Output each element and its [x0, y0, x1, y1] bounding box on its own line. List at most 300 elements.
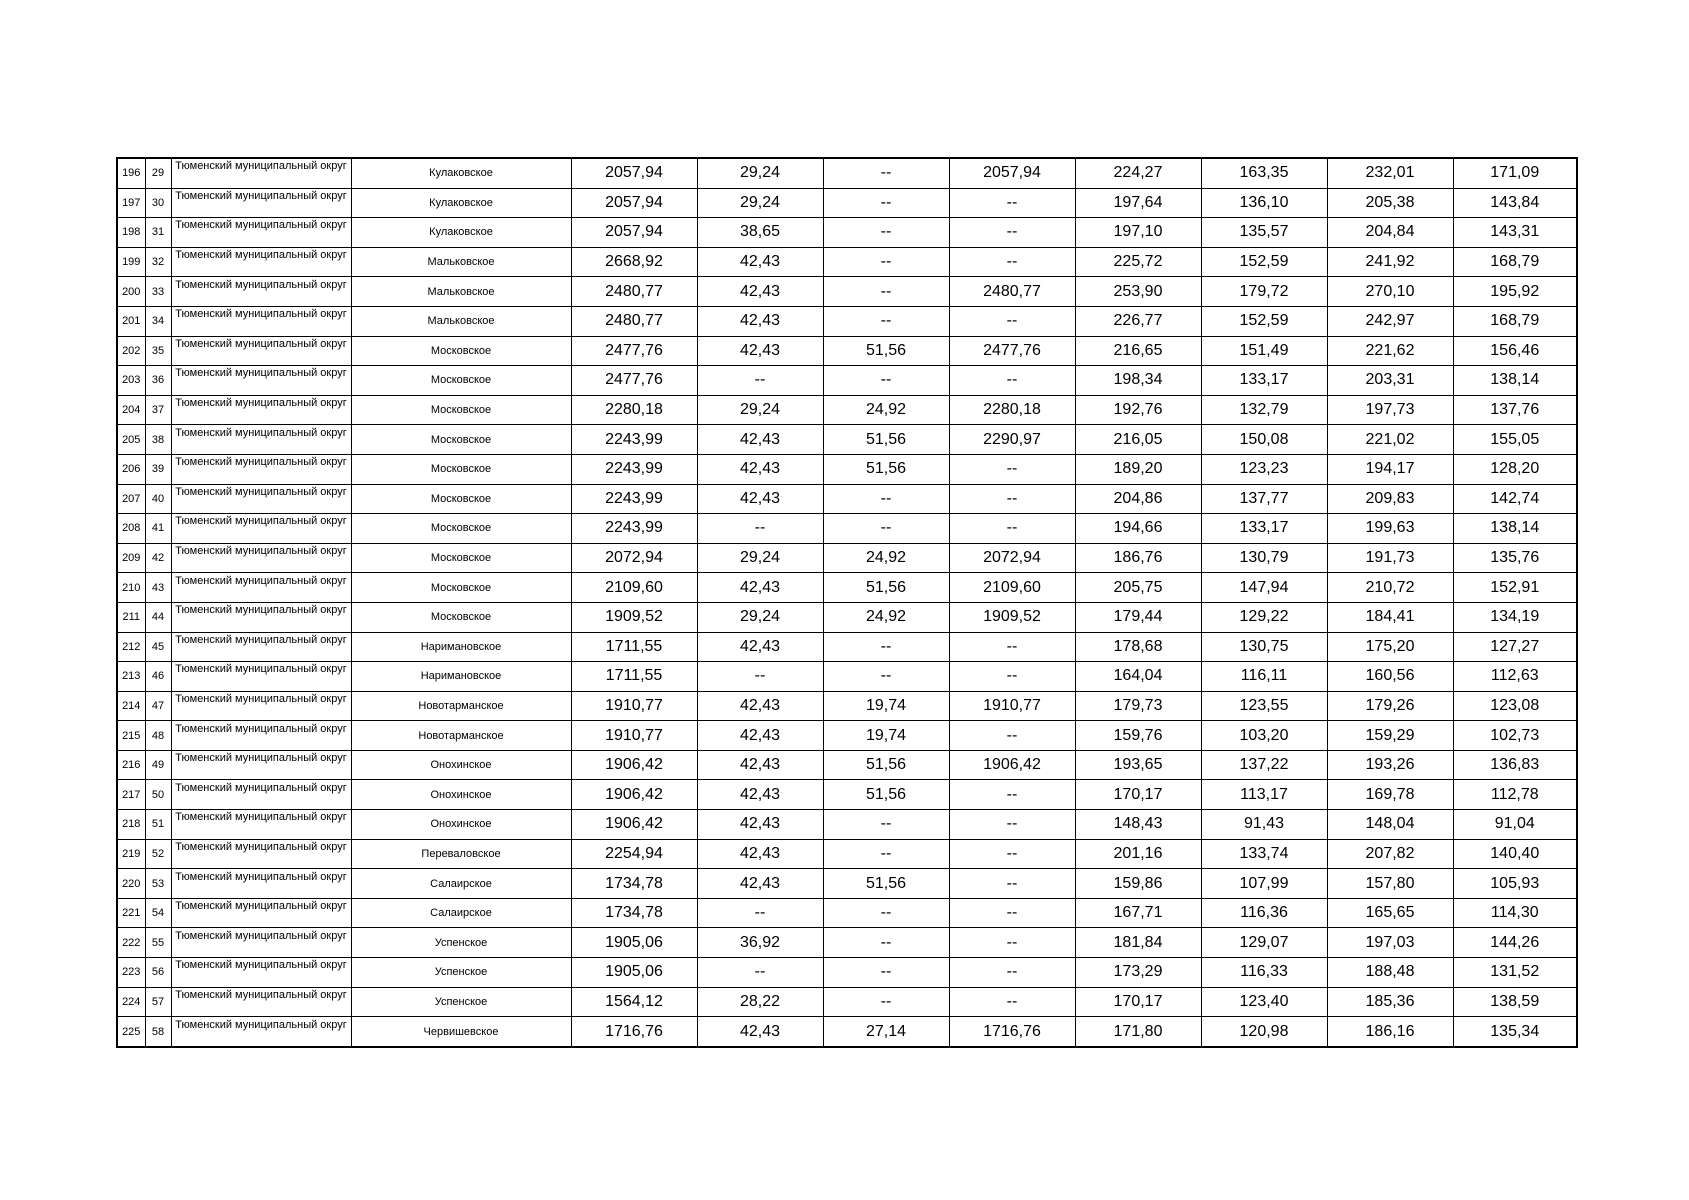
- sub-number-cell: 40: [145, 484, 171, 514]
- district-cell: [171, 277, 351, 307]
- value-8-cell: 131,52: [1453, 958, 1577, 988]
- value-1-cell: 2057,94: [571, 158, 697, 188]
- district-label: Тюменский муниципальный округ: [175, 929, 347, 942]
- value-6-cell: 116,33: [1201, 958, 1327, 988]
- value-1-cell: 2254,94: [571, 839, 697, 869]
- sub-number-cell: 49: [145, 750, 171, 780]
- value-2-cell: 42,43: [697, 454, 823, 484]
- value-1-cell: 2243,99: [571, 425, 697, 455]
- value-3-cell: --: [823, 306, 949, 336]
- sub-number-cell: 38: [145, 425, 171, 455]
- value-8-cell: 156,46: [1453, 336, 1577, 366]
- settlement-cell: Московское: [351, 395, 571, 425]
- value-5-cell: 216,65: [1075, 336, 1201, 366]
- row-number-cell: 198: [117, 218, 145, 248]
- value-5-cell: 167,71: [1075, 898, 1201, 928]
- row-number-cell: 215: [117, 721, 145, 751]
- value-4-cell: --: [949, 632, 1075, 662]
- sub-number-cell: 29: [145, 158, 171, 188]
- value-1-cell: 1564,12: [571, 987, 697, 1017]
- settlement-cell: Новотарманское: [351, 721, 571, 751]
- value-3-cell: --: [823, 810, 949, 840]
- settlement-cell: Московское: [351, 425, 571, 455]
- value-2-cell: 42,43: [697, 810, 823, 840]
- district-label: Тюменский муниципальный округ: [175, 189, 347, 202]
- value-4-cell: 2057,94: [949, 158, 1075, 188]
- value-6-cell: 137,22: [1201, 750, 1327, 780]
- value-5-cell: 197,64: [1075, 188, 1201, 218]
- district-label: Тюменский муниципальный округ: [175, 1018, 347, 1031]
- value-1-cell: 1905,06: [571, 958, 697, 988]
- value-3-cell: 27,14: [823, 1017, 949, 1047]
- district-cell: [171, 484, 351, 514]
- value-5-cell: 179,44: [1075, 602, 1201, 632]
- district-label: Тюменский муниципальный округ: [175, 160, 347, 173]
- value-6-cell: 130,79: [1201, 543, 1327, 573]
- value-1-cell: 1906,42: [571, 750, 697, 780]
- value-4-cell: --: [949, 454, 1075, 484]
- value-5-cell: 193,65: [1075, 750, 1201, 780]
- value-3-cell: --: [823, 188, 949, 218]
- value-5-cell: 171,80: [1075, 1017, 1201, 1047]
- value-8-cell: 152,91: [1453, 573, 1577, 603]
- row-number-cell: 206: [117, 454, 145, 484]
- value-7-cell: 199,63: [1327, 514, 1453, 544]
- district-cell: [171, 750, 351, 780]
- value-7-cell: 160,56: [1327, 662, 1453, 692]
- value-3-cell: --: [823, 484, 949, 514]
- value-3-cell: --: [823, 366, 949, 396]
- value-6-cell: 129,22: [1201, 602, 1327, 632]
- settlement-cell: Московское: [351, 602, 571, 632]
- sub-number-cell: 53: [145, 869, 171, 899]
- district-label: Тюменский муниципальный округ: [175, 663, 347, 676]
- sub-number-cell: 46: [145, 662, 171, 692]
- value-8-cell: 112,63: [1453, 662, 1577, 692]
- district-label: Тюменский муниципальный округ: [175, 752, 347, 765]
- value-2-cell: --: [697, 366, 823, 396]
- row-number-cell: 221: [117, 898, 145, 928]
- settlement-cell: Новотарманское: [351, 691, 571, 721]
- sub-number-cell: 43: [145, 573, 171, 603]
- value-6-cell: 150,08: [1201, 425, 1327, 455]
- value-2-cell: 42,43: [697, 750, 823, 780]
- district-cell: [171, 395, 351, 425]
- value-2-cell: 42,43: [697, 721, 823, 751]
- value-2-cell: 29,24: [697, 395, 823, 425]
- value-1-cell: 1906,42: [571, 780, 697, 810]
- value-3-cell: --: [823, 898, 949, 928]
- value-2-cell: 42,43: [697, 573, 823, 603]
- district-label: Тюменский муниципальный округ: [175, 633, 347, 646]
- value-1-cell: 1909,52: [571, 602, 697, 632]
- sub-number-cell: 37: [145, 395, 171, 425]
- value-4-cell: --: [949, 928, 1075, 958]
- district-cell: [171, 336, 351, 366]
- value-1-cell: 2477,76: [571, 366, 697, 396]
- value-6-cell: 136,10: [1201, 188, 1327, 218]
- row-number-cell: 204: [117, 395, 145, 425]
- district-cell: [171, 928, 351, 958]
- district-cell: [171, 158, 351, 188]
- row-number-cell: 208: [117, 514, 145, 544]
- value-6-cell: 163,35: [1201, 158, 1327, 188]
- table-row: [117, 721, 1577, 751]
- value-4-cell: 2480,77: [949, 277, 1075, 307]
- settlement-cell: Московское: [351, 573, 571, 603]
- settlement-cell: Мальковское: [351, 247, 571, 277]
- settlement-cell: Онохинское: [351, 750, 571, 780]
- value-7-cell: 207,82: [1327, 839, 1453, 869]
- value-7-cell: 175,20: [1327, 632, 1453, 662]
- value-2-cell: --: [697, 958, 823, 988]
- value-2-cell: 42,43: [697, 691, 823, 721]
- district-label: Тюменский муниципальный округ: [175, 692, 347, 705]
- value-7-cell: 188,48: [1327, 958, 1453, 988]
- table-row: [117, 306, 1577, 336]
- settlement-cell: Онохинское: [351, 780, 571, 810]
- value-5-cell: 253,90: [1075, 277, 1201, 307]
- settlement-cell: Московское: [351, 514, 571, 544]
- sub-number-cell: 36: [145, 366, 171, 396]
- row-number-cell: 225: [117, 1017, 145, 1047]
- sub-number-cell: 50: [145, 780, 171, 810]
- value-8-cell: 135,76: [1453, 543, 1577, 573]
- value-6-cell: 123,55: [1201, 691, 1327, 721]
- value-6-cell: 129,07: [1201, 928, 1327, 958]
- value-2-cell: 42,43: [697, 484, 823, 514]
- sub-number-cell: 35: [145, 336, 171, 366]
- row-number-cell: 211: [117, 602, 145, 632]
- value-7-cell: 179,26: [1327, 691, 1453, 721]
- row-number-cell: 201: [117, 306, 145, 336]
- value-4-cell: --: [949, 898, 1075, 928]
- district-label: Тюменский муниципальный округ: [175, 515, 347, 528]
- value-3-cell: 51,56: [823, 750, 949, 780]
- value-6-cell: 120,98: [1201, 1017, 1327, 1047]
- value-2-cell: 42,43: [697, 306, 823, 336]
- value-4-cell: --: [949, 366, 1075, 396]
- value-1-cell: 2057,94: [571, 218, 697, 248]
- value-3-cell: 51,56: [823, 780, 949, 810]
- table-row: [117, 277, 1577, 307]
- value-5-cell: 170,17: [1075, 987, 1201, 1017]
- value-3-cell: --: [823, 632, 949, 662]
- value-4-cell: 2290,97: [949, 425, 1075, 455]
- district-cell: [171, 810, 351, 840]
- value-5-cell: 197,10: [1075, 218, 1201, 248]
- value-4-cell: --: [949, 810, 1075, 840]
- district-cell: [171, 514, 351, 544]
- value-7-cell: 157,80: [1327, 869, 1453, 899]
- value-2-cell: 42,43: [697, 425, 823, 455]
- value-5-cell: 226,77: [1075, 306, 1201, 336]
- settlement-cell: Московское: [351, 484, 571, 514]
- table-row: [117, 632, 1577, 662]
- value-2-cell: 42,43: [697, 1017, 823, 1047]
- value-2-cell: 42,43: [697, 780, 823, 810]
- value-4-cell: --: [949, 839, 1075, 869]
- value-2-cell: 42,43: [697, 632, 823, 662]
- value-1-cell: 1734,78: [571, 898, 697, 928]
- sub-number-cell: 41: [145, 514, 171, 544]
- value-4-cell: 2109,60: [949, 573, 1075, 603]
- value-4-cell: 2280,18: [949, 395, 1075, 425]
- value-8-cell: 128,20: [1453, 454, 1577, 484]
- table-body: [117, 158, 1577, 1047]
- district-cell: [171, 958, 351, 988]
- district-label: Тюменский муниципальный округ: [175, 337, 347, 350]
- district-label: Тюменский муниципальный округ: [175, 870, 347, 883]
- value-5-cell: 170,17: [1075, 780, 1201, 810]
- value-3-cell: --: [823, 987, 949, 1017]
- district-cell: [171, 247, 351, 277]
- table-row: [117, 928, 1577, 958]
- value-3-cell: --: [823, 839, 949, 869]
- settlement-cell: Червишевское: [351, 1017, 571, 1047]
- value-1-cell: 2668,92: [571, 247, 697, 277]
- value-4-cell: --: [949, 780, 1075, 810]
- district-label: Тюменский муниципальный округ: [175, 485, 347, 498]
- district-label: Тюменский муниципальный округ: [175, 278, 347, 291]
- table-row: [117, 958, 1577, 988]
- value-3-cell: --: [823, 928, 949, 958]
- value-4-cell: 1906,42: [949, 750, 1075, 780]
- value-5-cell: 181,84: [1075, 928, 1201, 958]
- value-1-cell: 1910,77: [571, 691, 697, 721]
- value-7-cell: 270,10: [1327, 277, 1453, 307]
- settlement-cell: Наримановское: [351, 662, 571, 692]
- value-4-cell: 2477,76: [949, 336, 1075, 366]
- value-2-cell: 29,24: [697, 158, 823, 188]
- sub-number-cell: 34: [145, 306, 171, 336]
- value-6-cell: 132,79: [1201, 395, 1327, 425]
- value-3-cell: --: [823, 958, 949, 988]
- settlement-cell: Онохинское: [351, 810, 571, 840]
- sub-number-cell: 52: [145, 839, 171, 869]
- value-5-cell: 225,72: [1075, 247, 1201, 277]
- row-number-cell: 200: [117, 277, 145, 307]
- value-7-cell: 242,97: [1327, 306, 1453, 336]
- row-number-cell: 207: [117, 484, 145, 514]
- value-5-cell: 189,20: [1075, 454, 1201, 484]
- value-5-cell: 194,66: [1075, 514, 1201, 544]
- district-cell: [171, 543, 351, 573]
- district-cell: [171, 839, 351, 869]
- value-2-cell: --: [697, 898, 823, 928]
- table-row: [117, 543, 1577, 573]
- table-row: [117, 898, 1577, 928]
- value-7-cell: 221,02: [1327, 425, 1453, 455]
- settlement-cell: Московское: [351, 454, 571, 484]
- settlement-cell: Мальковское: [351, 306, 571, 336]
- value-4-cell: 1716,76: [949, 1017, 1075, 1047]
- value-5-cell: 204,86: [1075, 484, 1201, 514]
- value-6-cell: 107,99: [1201, 869, 1327, 899]
- sub-number-cell: 33: [145, 277, 171, 307]
- row-number-cell: 213: [117, 662, 145, 692]
- value-7-cell: 159,29: [1327, 721, 1453, 751]
- table-row: [117, 454, 1577, 484]
- settlement-cell: Кулаковское: [351, 218, 571, 248]
- district-label: Тюменский муниципальный округ: [175, 367, 347, 380]
- value-3-cell: 51,56: [823, 573, 949, 603]
- value-1-cell: 2109,60: [571, 573, 697, 603]
- value-8-cell: 135,34: [1453, 1017, 1577, 1047]
- value-5-cell: 205,75: [1075, 573, 1201, 603]
- table-row: [117, 750, 1577, 780]
- settlement-cell: Переваловское: [351, 839, 571, 869]
- table-row: [117, 366, 1577, 396]
- value-7-cell: 194,17: [1327, 454, 1453, 484]
- value-1-cell: 2243,99: [571, 454, 697, 484]
- value-1-cell: 2477,76: [571, 336, 697, 366]
- district-label: Тюменский муниципальный округ: [175, 811, 347, 824]
- value-4-cell: --: [949, 188, 1075, 218]
- district-cell: [171, 632, 351, 662]
- district-cell: [171, 218, 351, 248]
- sub-number-cell: 57: [145, 987, 171, 1017]
- table-row: [117, 839, 1577, 869]
- row-number-cell: 203: [117, 366, 145, 396]
- sub-number-cell: 54: [145, 898, 171, 928]
- value-6-cell: 152,59: [1201, 247, 1327, 277]
- value-1-cell: 1905,06: [571, 928, 697, 958]
- table-row: [117, 247, 1577, 277]
- district-label: Тюменский муниципальный округ: [175, 219, 347, 232]
- settlement-cell: Московское: [351, 543, 571, 573]
- row-number-cell: 196: [117, 158, 145, 188]
- table-row: [117, 336, 1577, 366]
- value-5-cell: 173,29: [1075, 958, 1201, 988]
- value-8-cell: 142,74: [1453, 484, 1577, 514]
- value-6-cell: 116,11: [1201, 662, 1327, 692]
- value-2-cell: 42,43: [697, 336, 823, 366]
- value-7-cell: 165,65: [1327, 898, 1453, 928]
- value-7-cell: 148,04: [1327, 810, 1453, 840]
- settlement-cell: Успенское: [351, 987, 571, 1017]
- value-7-cell: 186,16: [1327, 1017, 1453, 1047]
- value-4-cell: --: [949, 987, 1075, 1017]
- table-row: [117, 514, 1577, 544]
- value-6-cell: 130,75: [1201, 632, 1327, 662]
- value-5-cell: 159,76: [1075, 721, 1201, 751]
- value-8-cell: 140,40: [1453, 839, 1577, 869]
- district-label: Тюменский муниципальный округ: [175, 988, 347, 1001]
- sub-number-cell: 56: [145, 958, 171, 988]
- value-4-cell: --: [949, 247, 1075, 277]
- table-row: [117, 218, 1577, 248]
- value-1-cell: 1716,76: [571, 1017, 697, 1047]
- value-7-cell: 232,01: [1327, 158, 1453, 188]
- value-8-cell: 195,92: [1453, 277, 1577, 307]
- district-label: Тюменский муниципальный округ: [175, 545, 347, 558]
- sub-number-cell: 32: [145, 247, 171, 277]
- district-cell: [171, 188, 351, 218]
- row-number-cell: 202: [117, 336, 145, 366]
- sub-number-cell: 47: [145, 691, 171, 721]
- table-row: [117, 573, 1577, 603]
- table-row: [117, 691, 1577, 721]
- district-label: Тюменский муниципальный округ: [175, 308, 347, 321]
- settlement-cell: Успенское: [351, 928, 571, 958]
- sub-number-cell: 30: [145, 188, 171, 218]
- value-6-cell: 133,17: [1201, 366, 1327, 396]
- value-4-cell: --: [949, 721, 1075, 751]
- settlement-cell: Московское: [351, 366, 571, 396]
- row-number-cell: 223: [117, 958, 145, 988]
- value-7-cell: 197,03: [1327, 928, 1453, 958]
- value-3-cell: 19,74: [823, 721, 949, 751]
- value-8-cell: 171,09: [1453, 158, 1577, 188]
- row-number-cell: 218: [117, 810, 145, 840]
- value-6-cell: 152,59: [1201, 306, 1327, 336]
- district-cell: [171, 721, 351, 751]
- value-6-cell: 147,94: [1201, 573, 1327, 603]
- table-row: [117, 987, 1577, 1017]
- district-label: Тюменский муниципальный округ: [175, 959, 347, 972]
- value-3-cell: 51,56: [823, 869, 949, 899]
- table-row: [117, 1017, 1577, 1047]
- value-1-cell: 2243,99: [571, 514, 697, 544]
- settlement-cell: Московское: [351, 336, 571, 366]
- value-2-cell: --: [697, 514, 823, 544]
- sub-number-cell: 39: [145, 454, 171, 484]
- value-5-cell: 224,27: [1075, 158, 1201, 188]
- settlement-cell: Кулаковское: [351, 188, 571, 218]
- value-4-cell: --: [949, 218, 1075, 248]
- value-8-cell: 168,79: [1453, 306, 1577, 336]
- settlement-cell: Наримановское: [351, 632, 571, 662]
- district-label: Тюменский муниципальный округ: [175, 722, 347, 735]
- value-7-cell: 205,38: [1327, 188, 1453, 218]
- value-7-cell: 185,36: [1327, 987, 1453, 1017]
- sub-number-cell: 31: [145, 218, 171, 248]
- value-2-cell: 29,24: [697, 543, 823, 573]
- district-cell: [171, 869, 351, 899]
- value-8-cell: 136,83: [1453, 750, 1577, 780]
- district-cell: [171, 780, 351, 810]
- value-1-cell: 1734,78: [571, 869, 697, 899]
- value-8-cell: 91,04: [1453, 810, 1577, 840]
- value-4-cell: --: [949, 484, 1075, 514]
- value-5-cell: 192,76: [1075, 395, 1201, 425]
- district-label: Тюменский муниципальный округ: [175, 900, 347, 913]
- sub-number-cell: 58: [145, 1017, 171, 1047]
- district-cell: [171, 425, 351, 455]
- table-row: [117, 484, 1577, 514]
- table-row: [117, 602, 1577, 632]
- settlement-cell: Успенское: [351, 958, 571, 988]
- row-number-cell: 212: [117, 632, 145, 662]
- value-6-cell: 135,57: [1201, 218, 1327, 248]
- district-label: Тюменский муниципальный округ: [175, 781, 347, 794]
- row-number-cell: 209: [117, 543, 145, 573]
- value-3-cell: 51,56: [823, 425, 949, 455]
- value-8-cell: 134,19: [1453, 602, 1577, 632]
- district-cell: [171, 1017, 351, 1047]
- district-cell: [171, 573, 351, 603]
- value-7-cell: 210,72: [1327, 573, 1453, 603]
- value-8-cell: 138,59: [1453, 987, 1577, 1017]
- table-row: [117, 158, 1577, 188]
- value-6-cell: 113,17: [1201, 780, 1327, 810]
- district-label: Тюменский муниципальный округ: [175, 456, 347, 469]
- row-number-cell: 210: [117, 573, 145, 603]
- value-1-cell: 2072,94: [571, 543, 697, 573]
- sub-number-cell: 45: [145, 632, 171, 662]
- value-8-cell: 155,05: [1453, 425, 1577, 455]
